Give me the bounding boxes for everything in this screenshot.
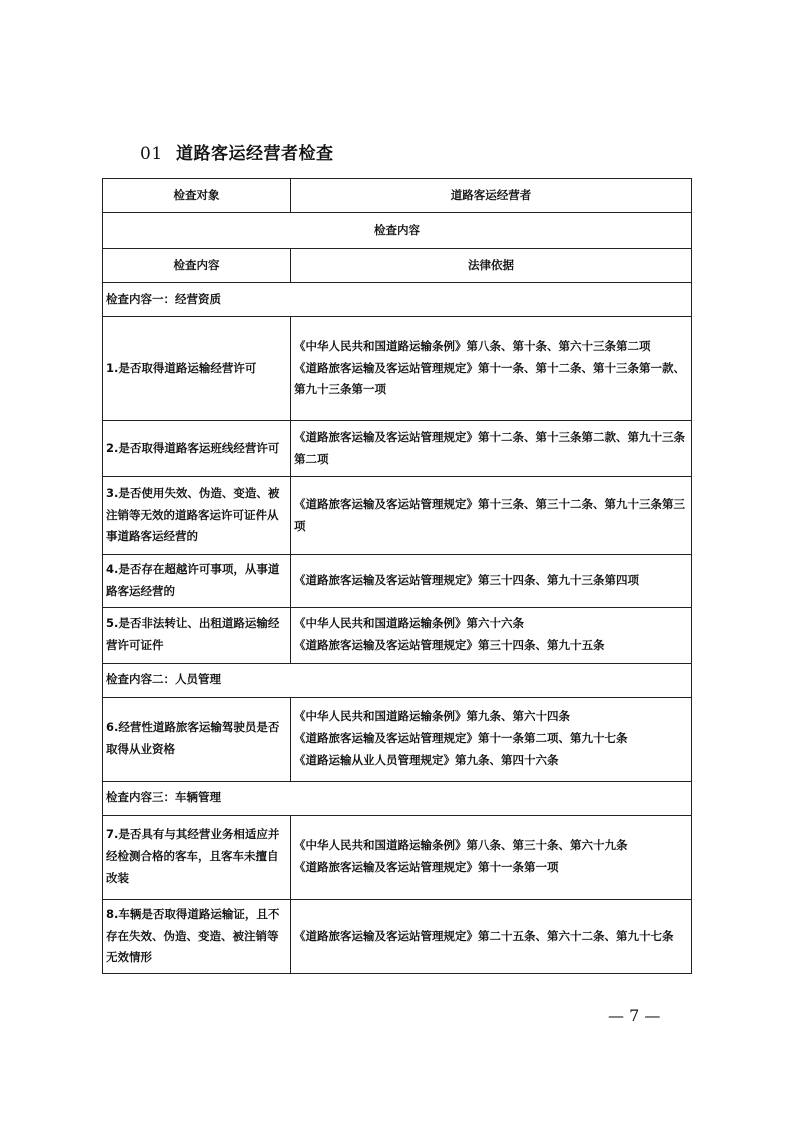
page-heading xyxy=(140,139,334,164)
legal-basis xyxy=(291,477,692,555)
check-item: 8.车辆是否取得道路运输证，且不存在失效、伪造、变造、被注销等无效情形 xyxy=(103,899,291,974)
legal-basis-line: 《中华人民共和国道路运输条例》第八条、第三十条、第六十九条 xyxy=(294,838,628,853)
legal-basis-line: 《道路旅客运输及客运站管理规定》第十一条、第十二条、第十三条第一款、第九十三条第一项 xyxy=(294,360,685,397)
legal-basis-line: 《中华人民共和国道路运输条例》第九条、第六十四条 xyxy=(294,709,570,724)
table-row xyxy=(103,477,692,555)
table-row xyxy=(103,899,692,974)
legal-basis-line: 《道路旅客运输及客运站管理规定》第十一条第一项 xyxy=(294,860,559,875)
legal-basis xyxy=(291,421,692,477)
legal-basis-line: 《道路旅客运输及客运站管理规定》第十二条、第十三条第二款、第九十三条第二项 xyxy=(294,429,685,466)
table-row xyxy=(103,815,692,899)
table-row xyxy=(103,607,692,663)
check-item: 2.是否取得道路客运班线经营许可 xyxy=(103,421,291,477)
col-header-content: 检查内容 xyxy=(103,249,291,283)
legal-basis-line: 《道路旅客运输及客运站管理规定》第十三条、第三十二条、第九十三条第三项 xyxy=(294,496,685,533)
legal-basis-line: 《中华人民共和国道路运输条例》第八条、第十条、第六十三条第二项 xyxy=(294,338,651,353)
legal-basis xyxy=(291,555,692,608)
section-row xyxy=(103,781,692,815)
section-row xyxy=(103,283,692,317)
table-row xyxy=(103,317,692,421)
check-item: 7.是否具有与其经营业务相适应并经检测合格的客车，且客车未擅自改装 xyxy=(103,815,291,899)
inspection-table xyxy=(102,178,692,974)
content-title: 检查内容 xyxy=(103,213,692,249)
page-number: — 7 — xyxy=(608,1006,661,1025)
legal-basis-line: 《道路旅客运输及客运站管理规定》第十一条第二项、第九十七条 xyxy=(294,731,628,746)
object-value: 道路客运经营者 xyxy=(291,179,692,213)
section-title: 检查内容三：车辆管理 xyxy=(103,781,692,815)
legal-basis-line: 《中华人民共和国道路运输条例》第六十六条 xyxy=(294,616,524,631)
col-header-basis: 法律依据 xyxy=(291,249,692,283)
object-label: 检查对象 xyxy=(103,179,291,213)
section-title: 检查内容一：经营资质 xyxy=(103,283,692,317)
legal-basis-line: 《道路旅客运输及客运站管理规定》第三十四条、第九十五条 xyxy=(294,638,605,653)
check-item: 1.是否取得道路运输经营许可 xyxy=(103,317,291,421)
table-row xyxy=(103,697,692,781)
table-row xyxy=(103,421,692,477)
section-row xyxy=(103,663,692,697)
check-item: 6.经营性道路旅客运输驾驶员是否取得从业资格 xyxy=(103,697,291,781)
legal-basis xyxy=(291,815,692,899)
legal-basis xyxy=(291,317,692,421)
section-title: 检查内容二：人员管理 xyxy=(103,663,692,697)
column-header-row xyxy=(103,249,692,283)
legal-basis xyxy=(291,697,692,781)
legal-basis xyxy=(291,607,692,663)
table-row xyxy=(103,555,692,608)
legal-basis xyxy=(291,899,692,974)
object-row xyxy=(103,179,692,213)
check-item: 4.是否存在超越许可事项，从事道路客运经营的 xyxy=(103,555,291,608)
legal-basis-line: 《道路旅客运输及客运站管理规定》第二十五条、第六十二条、第九十七条 xyxy=(294,928,674,943)
heading-title: 道路客运经营者检查 xyxy=(176,144,334,164)
legal-basis-line: 《道路运输从业人员管理规定》第九条、第四十六条 xyxy=(294,753,559,768)
legal-basis-line: 《道路旅客运输及客运站管理规定》第三十四条、第九十三条第四项 xyxy=(294,572,639,587)
heading-number: 01 xyxy=(140,144,163,164)
check-item: 3.是否使用失效、伪造、变造、被注销等无效的道路客运许可证件从事道路客运经营的 xyxy=(103,477,291,555)
content-title-row xyxy=(103,213,692,249)
check-item: 5.是否非法转让、出租道路运输经营许可证件 xyxy=(103,607,291,663)
